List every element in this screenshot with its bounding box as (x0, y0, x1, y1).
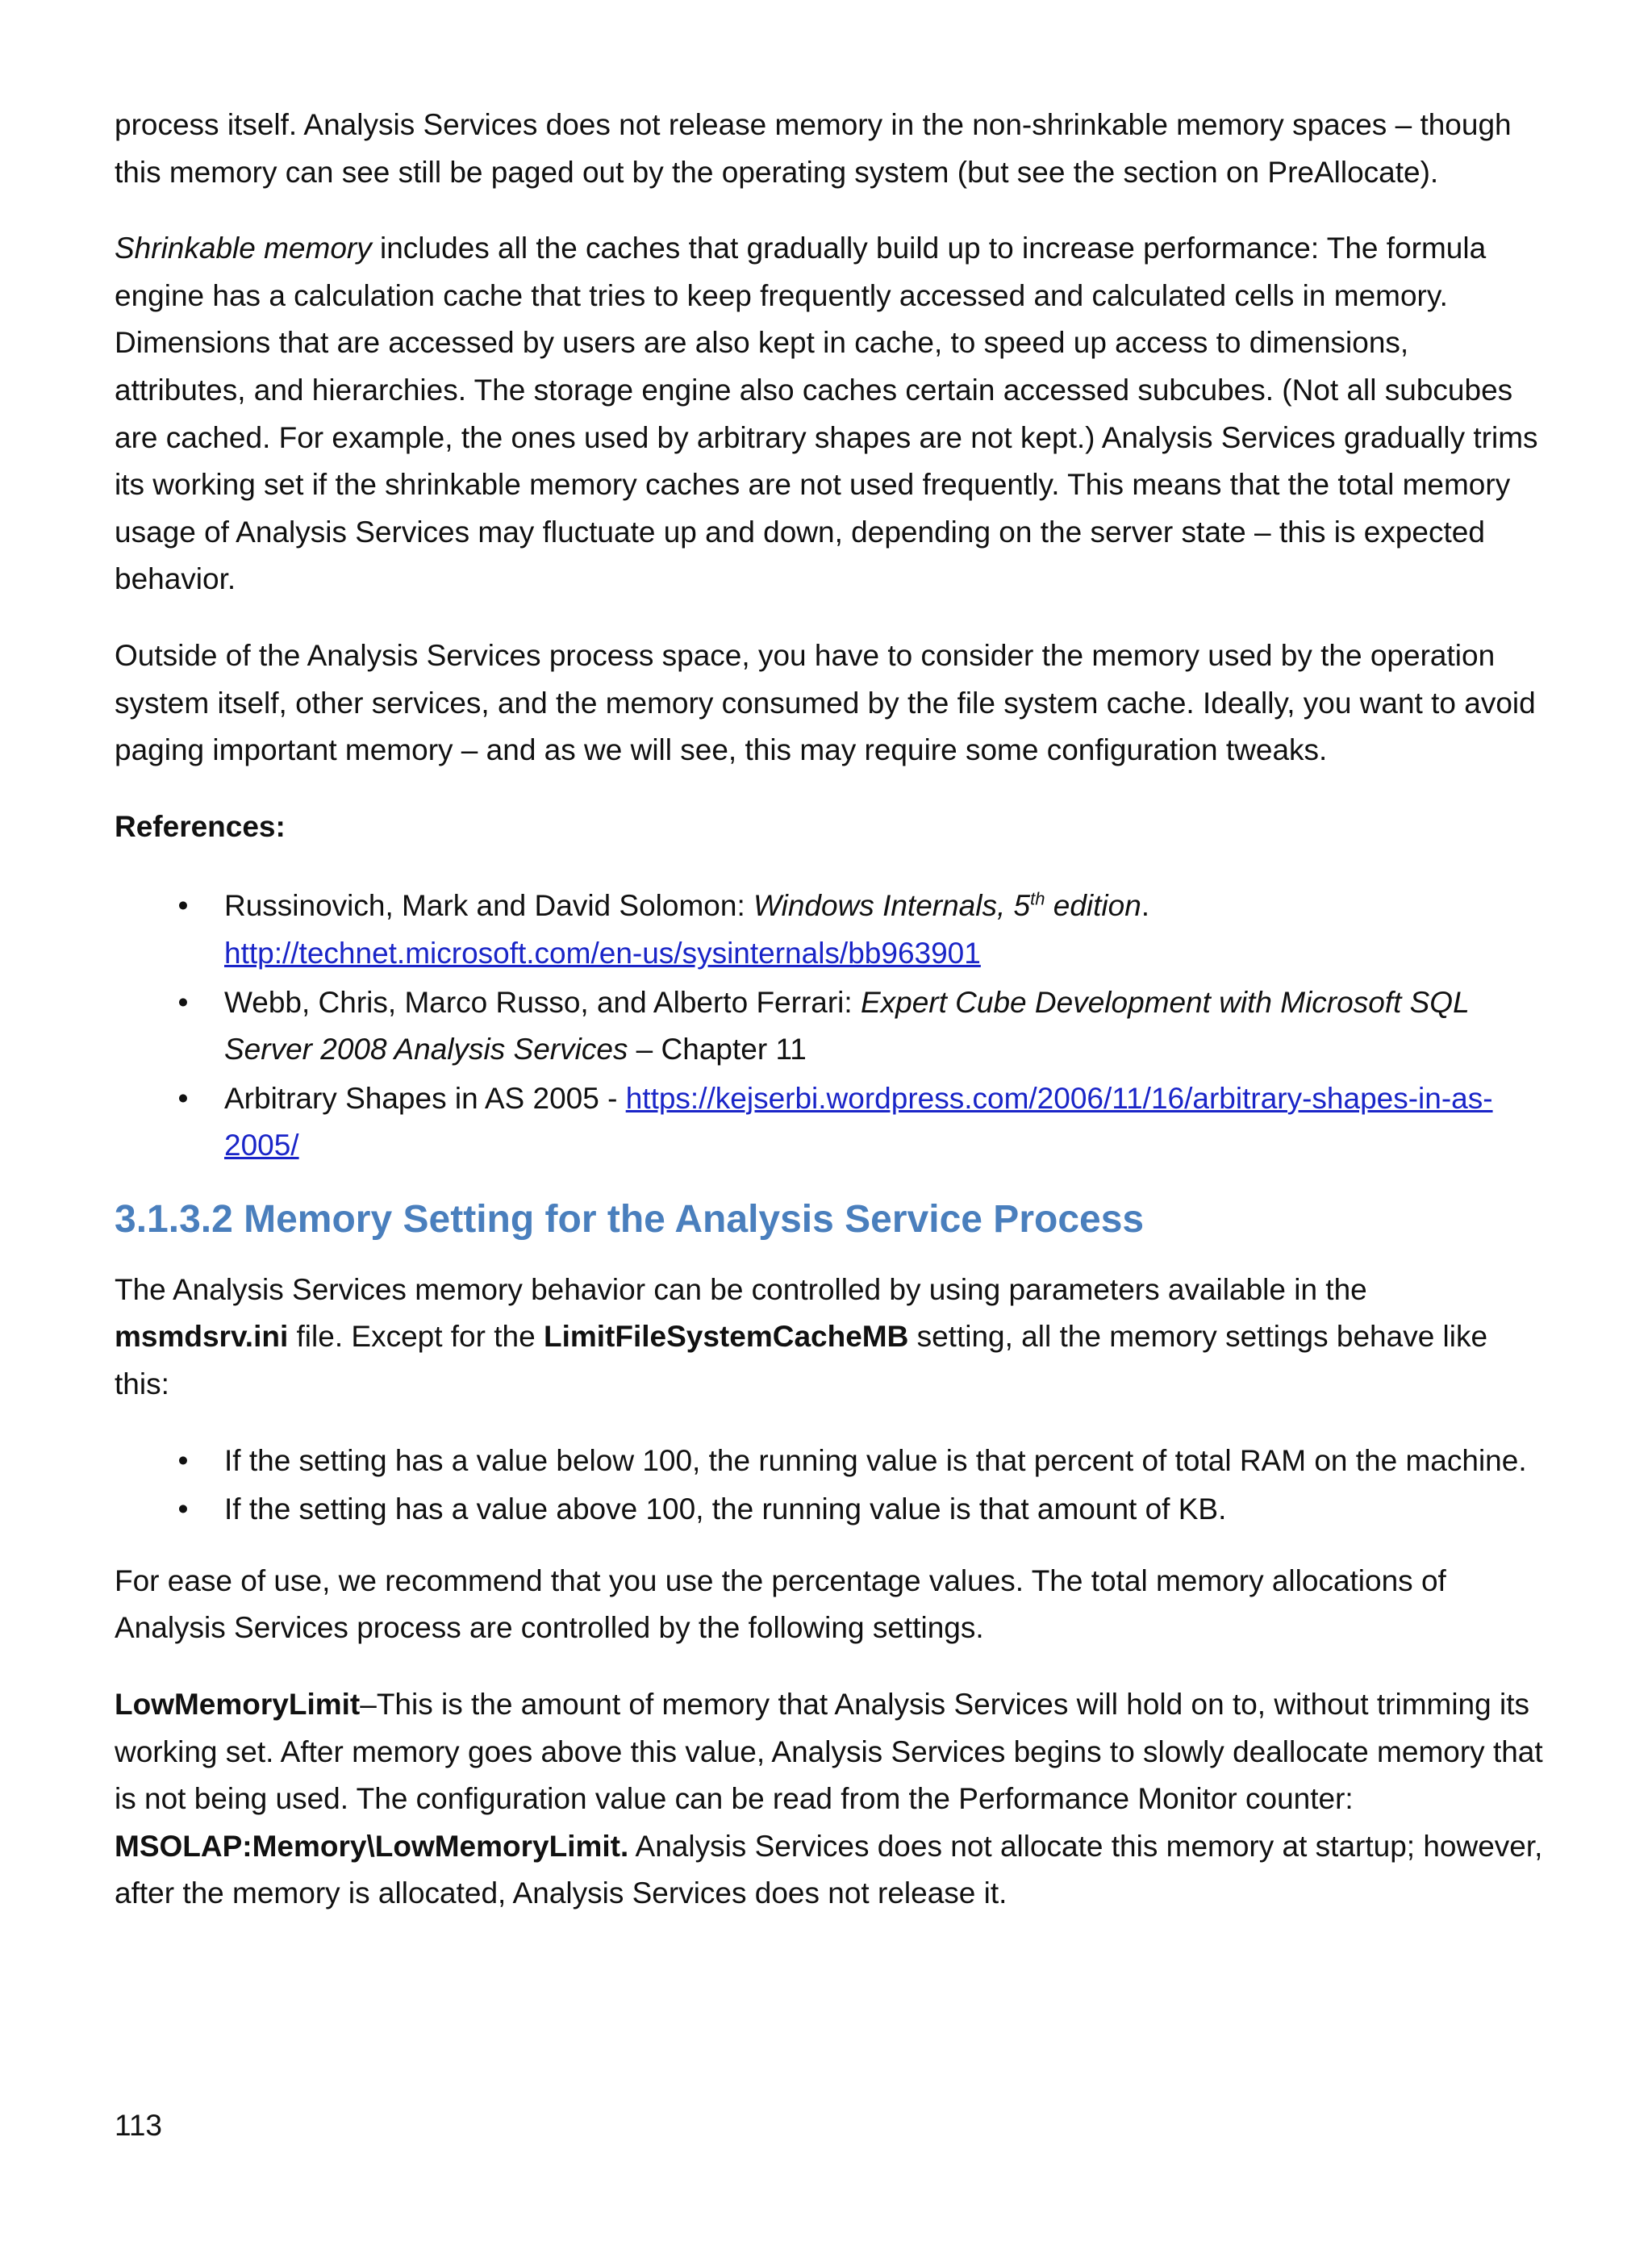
reference-title: Expert Cube Development with Microsoft SQL Server 2008 Analysis Services (224, 985, 1469, 1066)
reference-period: . (1141, 889, 1150, 923)
bullet-icon: • (177, 985, 189, 1019)
reference-item-russinovich (115, 883, 1547, 977)
reference-link-sysinternals[interactable]: http://technet.microsoft.com/en-us/sysinternals/bb963901 (224, 936, 981, 970)
low-memory-text-b: Analysis Services does not allocate this memory at startup; however, after the memory is allocated, Analysis Services does not release it. (115, 1829, 1543, 1910)
term-ini: .ini (244, 1320, 289, 1354)
paragraph-low-memory-limit (115, 1681, 1547, 1918)
term-perfmon-counter: MSOLAP:Memory\LowMemoryLimit. (115, 1829, 629, 1863)
page-number: 113 (115, 2109, 162, 2142)
paragraph-shrinkable-text: includes all the caches that gradually build up to increase performance: The formula engine has a calculation cache that tries to keep frequently accessed and calculated cells in memory. Dimensions that are accessed by users are also kept in cache, to speed up access to dimensions, attributes, and hierarchies. The storage engine also caches certain accessed subcubes. (Not all subcubes are cached. For example, the ones used by arbitrary shapes are not kept.) Analysis Services gradually trims its working set if the shrinkable memory caches are not used frequently. This means that the total memory usage of Analysis Services may fluctuate up and down, depending on the server state – this is expected behavior. (115, 232, 1538, 596)
rule-item-below-100 (115, 1438, 1547, 1485)
bullet-icon: • (177, 1492, 189, 1526)
reference-text: Arbitrary Shapes in AS 2005 - (224, 1081, 626, 1115)
paragraph-outside-process: Outside of the Analysis Services process space, you have to consider the memory used by the operation system itself, other services, and the memory consumed by the file system cache. Ideally, you want to avoid paging important memory – and as we will see, this may require some configuration tweaks. (115, 638, 1536, 767)
bullet-icon: • (177, 1443, 189, 1477)
rule-text: If the setting has a value below 100, the running value is that percent of total RAM on the machine. (224, 1443, 1527, 1477)
section-heading: 3.1.3.2 Memory Setting for the Analysis Service Process (115, 1197, 1145, 1241)
intro-text-a: The Analysis Services memory behavior can be controlled by using parameters available in the (115, 1272, 1367, 1306)
reference-title (753, 889, 1141, 922)
rule-text: If the setting has a value above 100, the running value is that amount of KB. (224, 1492, 1227, 1526)
paragraph-intro (115, 1267, 1547, 1409)
settings-rules-list (115, 1438, 1547, 1534)
reference-authors: Russinovich, Mark and David Solomon: (224, 889, 754, 923)
term-low-memory-limit: LowMemoryLimit (115, 1688, 361, 1722)
bullet-icon: • (177, 1081, 189, 1115)
references-list (115, 883, 1547, 1170)
term-shrinkable-memory: Shrinkable memory (115, 232, 372, 265)
reference-title-sup: th (1030, 888, 1045, 909)
reference-item-arbitrary-shapes (115, 1075, 1547, 1170)
reference-title-edition: edition (1045, 889, 1141, 923)
reference-title-text: Windows Internals, 5 (753, 889, 1031, 923)
paragraph-ease-of-use: For ease of use, we recommend that you use the percentage values. The total memory allocations of Analysis Services process are controlled by the following settings. (115, 1563, 1446, 1645)
rule-item-above-100 (115, 1486, 1547, 1534)
bullet-icon: • (177, 889, 189, 923)
term-limitfilesystemcache: LimitFileSystemCacheMB (543, 1320, 909, 1354)
paragraph-non-shrinkable: process itself. Analysis Services does not release memory in the non-shrinkable memory spaces – though this memory can see still be paged out by the operating system (but see the section on PreAllocate). (115, 108, 1512, 189)
paragraph-shrinkable-memory (115, 225, 1547, 603)
reference-link-kejserbi[interactable]: https://kejserbi.wordpress.com/2006/11/16/arbitrary-shapes-in-as-2005/ (224, 1081, 1493, 1162)
reference-item-webb (115, 979, 1547, 1074)
reference-chapter: – Chapter 11 (628, 1033, 807, 1066)
term-msmdsrv: msmdsrv (115, 1320, 245, 1354)
reference-authors: Webb, Chris, Marco Russo, and Alberto Ferrari: (224, 985, 861, 1019)
references-heading: References: (115, 809, 286, 843)
low-memory-text-a: –This is the amount of memory that Analysis Services will hold on to, without trimming its working set. After memory goes above this value, Analysis Services begins to slowly deallocate memory that is not being used. The configuration value can be read from the Performance Monitor counter: (115, 1688, 1543, 1816)
intro-text-d: setting, all the memory settings behave like this: (115, 1320, 1488, 1401)
intro-text-c: file. Except for the (288, 1320, 544, 1354)
